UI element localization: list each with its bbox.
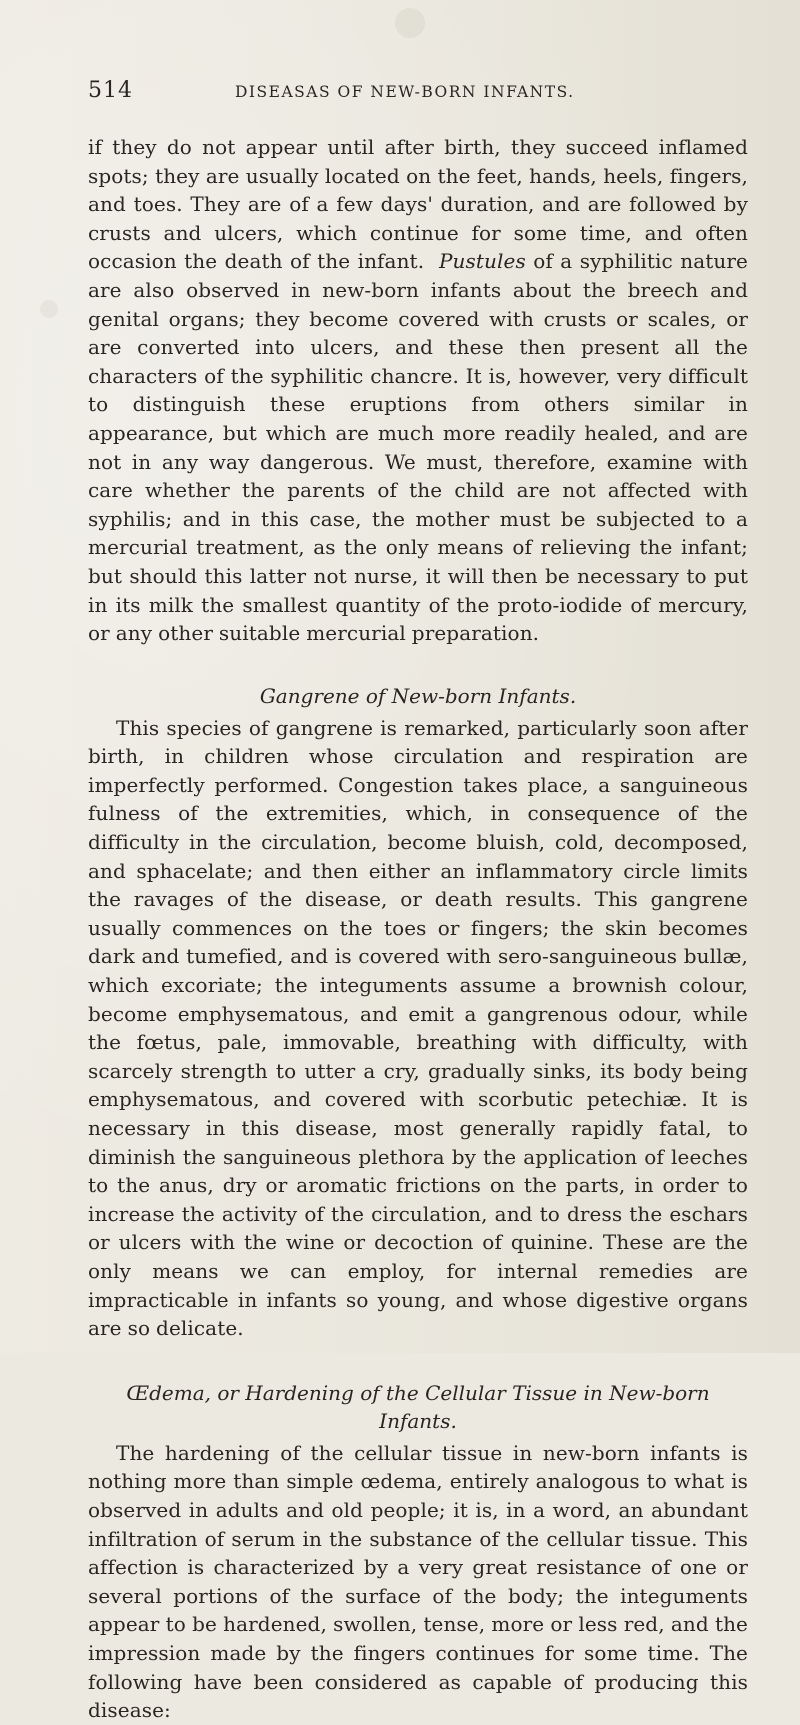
section-heading-gangrene: Gangrene of New-born Infants. (259, 683, 577, 708)
paragraph-oedema: The hardening of the cellular tissue in new-born infants is nothing more than simple œdema, entirely analogous to what is observed in adults and old people; it is, in a word, an abundant infiltration of serum in the substance of the cellular tissue. This affection is characterized by a very great resistance of one or several portions of the surface of the body; the integuments appear to be hardened, swollen, tense, more or less red, and the impression made by the fingers continues for some time. The following have been considered as capable of producing this disease: (88, 1440, 748, 1723)
section-heading-oedema: Œdema, or Hardening of the Cellular Tissue in New-born Infants. (126, 1380, 710, 1433)
paragraph-syphilitic-eruptions (88, 133, 748, 648)
paragraph-gangrene: This species of gangrene is remarked, particularly soon after birth, in children whose circulation and respiration are imperfectly performed. Congestion takes place, a sanguineous fulness of the extremities, which, in consequence of the difficulty in the circulation, become bluish, cold, decomposed, and sphacelate; and then either an inflammatory circle limits the ravages of the disease, or death results. This gangrene usually commences on the toes or fingers; the skin becomes dark and tumefied, and is covered with sero-sanguineous bullæ, which excoriate; the integuments assume a brownish colour, become emphysematous, and emit a gangrenous odour, while the fœtus, pale, immovable, breathing with difficulty, with scarcely strength to utter a cry, gradually sinks, its body being emphysematous, and covered with scorbutic petechiæ. It is necessary in this disease, most generally rapidly fatal, to diminish the sanguineous plethora by the application of leeches to the anus, dry or aromatic frictions on the parts, in order to increase the activity of the circulation, and to dress the eschars or ulcers with the wine or decoction of quinine. These are the only means we can employ, for internal remedies are impracticable in infants so young, and whose digestive organs are so delicate. (88, 715, 748, 1341)
page-header (88, 78, 748, 104)
page-number: 514 (88, 78, 133, 103)
paper-stain (395, 8, 425, 38)
paragraph-text: if they do not appear until after birth, they succeed inflamed spots; they are usually located on the feet, hands, heels, fingers, and toes. They are of a few days' duration, and are followed by crusts and ulcers, which continue for some time, and often occasion the death of the infant. (88, 135, 748, 274)
paragraph-text: of a syphilitic nature are also observed in new-born infants about the breech and genital organs; they become covered with crusts or scales, or are converted into ulcers, and these then present all the characters of the syphilitic chancre. It is, however, very difficult to distinguish these eruptions from others similar in appearance, but which are much more readily healed, and are not in any way dangerous. We must, therefore, examine with care whether the parents of the child are not affected with syphilis; and in this case, the mother must be subjected to a mercurial treatment, as the only means of relieving the infant; but should this latter not nurse, it will then be necessary to put in its milk the smallest quantity of the proto-iodide of mercury, or any other suitable mercurial preparation. (88, 249, 748, 646)
paper-stain (40, 300, 58, 318)
running-head: DISEASAS OF NEW-BORN INFANTS. (235, 83, 575, 101)
body-text (88, 133, 748, 1725)
italic-term-pustules: Pustules (439, 249, 526, 274)
